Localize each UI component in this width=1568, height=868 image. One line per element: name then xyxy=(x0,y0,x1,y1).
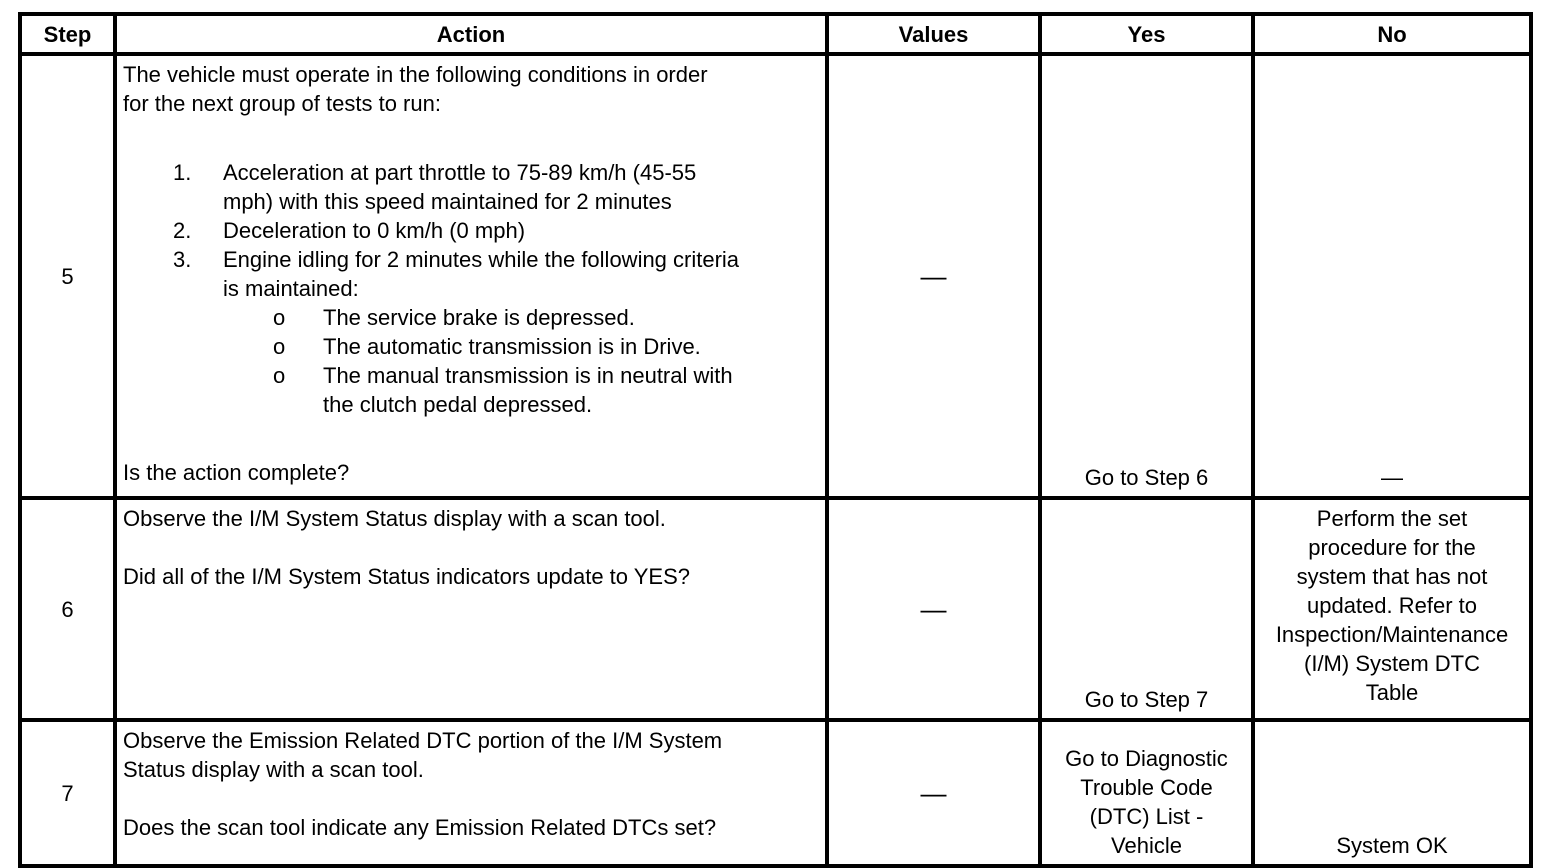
header-values: Values xyxy=(829,12,1042,56)
header-no: No xyxy=(1255,12,1533,56)
list-item-text: is maintained: xyxy=(223,276,359,301)
action-intro-line: The vehicle must operate in the following conditions in order xyxy=(123,62,708,87)
list-item xyxy=(123,216,819,245)
header-row xyxy=(18,12,1533,56)
table-row-step-7 xyxy=(18,722,1533,868)
step-number: 6 xyxy=(18,500,117,722)
list-item xyxy=(223,303,819,332)
list-item-text: the clutch pedal depressed. xyxy=(323,392,593,417)
list-number: 3. xyxy=(173,247,192,272)
header-step: Step xyxy=(18,12,117,56)
list-number: 2. xyxy=(173,218,192,243)
no-cell-line: system that has not xyxy=(1296,564,1488,589)
header-action: Action xyxy=(117,12,829,56)
no-cell-line: Inspection/Maintenance xyxy=(1275,622,1509,647)
yes-cell-line: Go to Diagnostic xyxy=(1065,746,1228,771)
yes-cell xyxy=(1042,722,1255,868)
criteria-list xyxy=(223,303,819,419)
yes-cell: Go to Step 6 xyxy=(1042,56,1255,500)
no-cell xyxy=(1255,500,1533,722)
list-item-text: Engine idling for 2 minutes while the following criteria xyxy=(223,247,740,272)
yes-cell-line: Vehicle xyxy=(1111,833,1182,858)
list-item xyxy=(123,245,819,419)
action-question: Is the action complete? xyxy=(123,460,350,485)
list-item-text: mph) with this speed maintained for 2 minutes xyxy=(223,189,672,214)
action-instruction: Observe the I/M System Status display with a scan tool. xyxy=(123,506,666,531)
yes-cell: Go to Step 7 xyxy=(1042,500,1255,722)
list-item-text: The manual transmission is in neutral with xyxy=(323,363,733,388)
no-cell-line: procedure for the xyxy=(1308,535,1476,560)
table-row-step-6 xyxy=(18,500,1533,722)
list-item xyxy=(223,332,819,361)
list-item xyxy=(223,361,819,419)
bullet-icon: o xyxy=(273,334,286,359)
no-cell: System OK xyxy=(1255,722,1533,868)
list-item xyxy=(123,158,819,216)
no-cell-line: Perform the set xyxy=(1316,506,1468,531)
list-item-text: The automatic transmission is in Drive. xyxy=(323,334,701,359)
bullet-icon: o xyxy=(273,363,286,388)
action-instruction: Status display with a scan tool. xyxy=(123,757,424,782)
values-cell: — xyxy=(829,722,1042,868)
action-intro-line: for the next group of tests to run: xyxy=(123,91,441,116)
action-cell xyxy=(117,56,829,500)
step-number: 7 xyxy=(18,722,117,868)
action-cell xyxy=(117,500,829,722)
action-cell xyxy=(117,722,829,868)
values-cell: — xyxy=(829,500,1042,722)
yes-cell-line: Trouble Code xyxy=(1080,775,1213,800)
action-instruction: Observe the Emission Related DTC portion of the I/M System xyxy=(123,728,723,753)
yes-cell-line: (DTC) List - xyxy=(1089,804,1204,829)
bullet-icon: o xyxy=(273,305,286,330)
diagnostic-table xyxy=(18,12,1533,868)
list-item-text: Acceleration at part throttle to 75-89 km/h (45-55 xyxy=(223,160,697,185)
table-row-step-5 xyxy=(18,56,1533,500)
header-yes: Yes xyxy=(1042,12,1255,56)
list-number: 1. xyxy=(173,160,192,185)
no-cell-line: (I/M) System DTC xyxy=(1304,651,1480,676)
step-number: 5 xyxy=(18,56,117,500)
action-question: Does the scan tool indicate any Emission Related DTCs set? xyxy=(123,815,717,840)
action-question: Did all of the I/M System Status indicators update to YES? xyxy=(123,564,690,589)
no-cell: — xyxy=(1255,56,1533,500)
condition-list xyxy=(123,158,819,419)
list-item-text: The service brake is depressed. xyxy=(323,305,635,330)
list-item-text: Deceleration to 0 km/h (0 mph) xyxy=(223,218,526,243)
values-cell: — xyxy=(829,56,1042,500)
no-cell-line: updated. Refer to xyxy=(1306,593,1477,618)
no-cell-line: Table xyxy=(1365,680,1419,705)
